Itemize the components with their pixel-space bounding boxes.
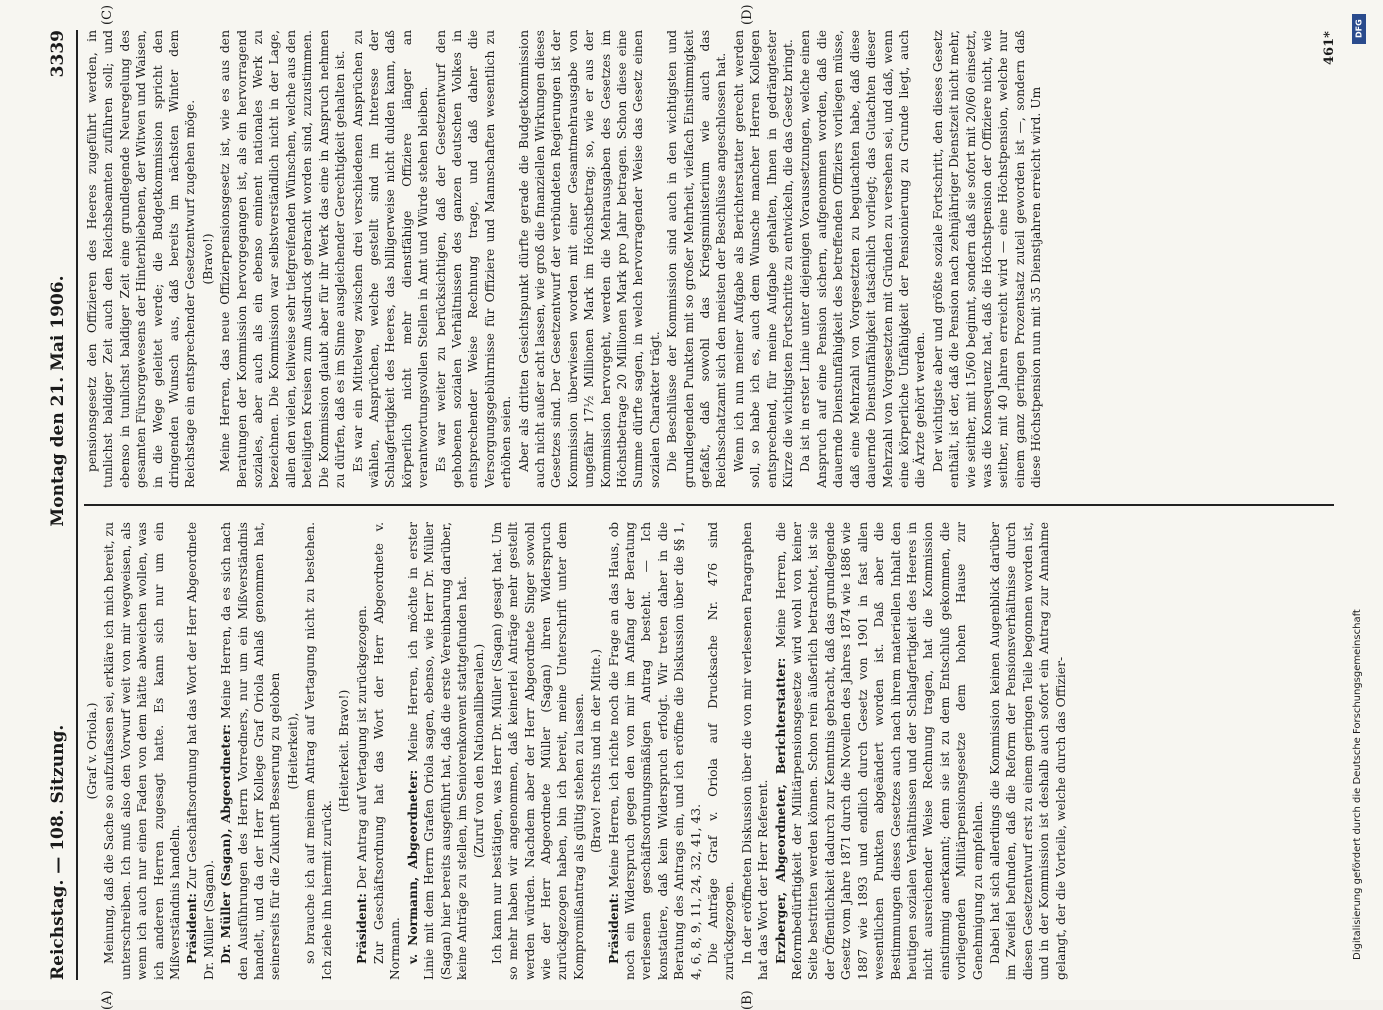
paragraph-text: Meinung, daß die Sache so aufzufassen sei, erkläre ich mich bereit, zu unterschreiben. Ich muß also den Vorwurf weit von mir wegweisen, als wenn ich auch nur einen Faden von dem hätte abweichen wollen, was ich anderen Herren zugesagt hatte. Es kann sich nur um ein Mißverständnis handeln. (102, 522, 183, 980)
paragraph (350, 30, 432, 488)
paragraph-text: Der Antrag auf Vertagung ist zurückgezogen. (354, 605, 369, 889)
paragraph-text: pensionsgesetz den Offizieren des Heeres zugeführt werden, in tunlichst baldiger Zeit auch den Reichsbeamten zuführen soll; und ebenso in tunlichst baldiger Zeit eine grundlegende Neuregelung des gesamten Fürsorgewesens der Hinterbliebenen, der Witwen und Waisen, in die Wege geleitet werde; die Budgetkommission spricht den dringenden Wunsch aus, daß bereits im nächsten Winter dem Reichstage ein entsprechender Gesetzentwurf zugehen möge. (85, 30, 198, 488)
paragraph (101, 522, 183, 980)
paragraph (588, 522, 604, 980)
paragraph-text: (Heiterkeit), (285, 712, 300, 790)
paragraph-text: Meine Herren, die Reformbedürftigkeit der Militärpensionsgesetze wird wohl von keiner Seite bestritten werden können. Schon rein äußerlich betrachtet, ist sie der Öffentlichkeit dadurch zur Kenntnis gebracht, daß das grundlegende Gesetz vom Jahre 1871 durch die Novellen des Jahres 1874 wie 1886 wie 1887 wie 1893 und endlich durch Gesetz von 1901 in fast allen wesentlichen Punkten abgeändert worden ist. Daß aber die Bestimmungen dieses Gesetzes auch nach ihrem materiellen Inhalt den heutigen sozialen Verhältnissen und der Schlagfertigkeit des Heeres in nicht ausreichender Weise Rechnung tragen, hat die Kommission einstimmig anerkannt; denn sie ist zu dem Entschluß gekommen, die vorliegenden Militärpensionsgesetze dem hohen Hause zur Genehmigung zu empfehlen. (773, 522, 985, 980)
paragraph-text: Es war weiter zu berücksichtigen, daß der Gesetzentwurf den gehobenen sozialen Verhältnissen des ganzen deutschen Volkes in entsprechender Weise Rechnung trage, und daß daher die Versorgungsgebührnisse für Offiziere und Mannschaften wesentlich zu erhöhen seien. (433, 30, 514, 488)
paragraph (285, 522, 301, 980)
paragraph (184, 522, 217, 980)
right-column (84, 30, 1334, 488)
paragraph (705, 522, 738, 980)
paragraph-text: Wenn ich nun meiner Aufgabe als Berichterstatter gerecht werden soll, so habe ich es, auch dem Wunsche mancher Herren Kollegen entsprechend, für meine Aufgabe gehalten, Ihnen in gedrängtester Kürze die wichtigsten Fortschritte zu entwickeln, die das Gesetz bringt. (731, 30, 796, 488)
paragraph (489, 522, 587, 980)
paragraph (371, 522, 404, 980)
column-divider (84, 504, 1334, 506)
paragraph-text: Meine Herren, ich richte noch die Frage an das Haus, ob noch ein Widerspruch gegen den von mir im Anfang der Beratung verlesenen geschäftsordnungsmäßigen Antrag besteht. — Ich konstatiere, daß kein Widerspruch erfolgt. Wir treten daher in die Beratung des Antrags ein, und ich eröffne die Diskussion über die §§ 1, 4, 6, 8, 9, 11, 24, 32, 41, 43. (606, 522, 703, 980)
page-wrapper (40, 4, 1340, 1010)
paragraph-text: Meine Herren, da es sich nach den Ausführungen des Herrn Vorredners, nur um ein Mißverständnis handelt, und da der Herr Kollege Graf Oriola Anlaß genommen hat, seinerseits für die Zukunft Besserung zu geloben (219, 522, 283, 980)
paragraph-text: (Bravo! rechts und in der Mitte.) (589, 648, 604, 854)
paragraph (731, 30, 797, 488)
speaker-name: Erzberger, Abgeordneter, Berichterstatter: (772, 647, 788, 964)
header-left: Reichstag. — 108. Sitzung. (48, 724, 68, 980)
dfg-logo: DFG (1352, 14, 1366, 44)
speaker-name: Präsident: (353, 888, 369, 964)
paragraph-text: Zur Geschäftsordnung hat das Wort der Herr Abgeordnete Dr. Müller (Sagan). (185, 522, 216, 980)
paragraph-text: In der eröffneten Diskussion über die von mir verlesenen Paragraphen hat das Wort der Herr Referent. (739, 522, 771, 980)
paragraph (471, 522, 487, 980)
paragraph-text: so brauche ich auf meinem Antrag auf Vertagung nicht zu bestehen. Ich ziehe ihn hiermit zurück. (303, 522, 334, 980)
paragraph-text: Der wichtigste aber und größte soziale Fortschritt, den dieses Gesetz enthält, ist der, daß die Pension nach zehnjähriger Dienstzeit nicht mehr, wie seither, mit 15/60 beginnt, sondern daß sie sofort mit 20/60 einsetzt, was die Konsequenz hat, daß die Höchstpension der Offiziere nicht, wie seither, mit 40 Jahren erreicht wird — eine Höchstpension, welche nur einem ganz geringen Prozentsatz zuteil geworden ist —, sondern daß diese Höchstpension nun mit 35 Dienstjahren erreicht wird. Um (930, 30, 1044, 488)
paragraph (433, 30, 515, 488)
signature-mark: 461* (1322, 31, 1337, 65)
paragraph-text: (Graf v. Oriola.) (85, 702, 99, 800)
paragraph-text: Ich kann nur bestätigen, was Herr Dr. Müller (Sagan) gesagt hat. Um so mehr haben wir angenommen, daß keinerlei Anträge mehr gestellt werden würden. Nachdem aber der Herr Abgeordnete Singer sowohl wie der Herr Abgeordnete Müller (Sagan) ihren Widerspruch zurückgezogen haben, bin ich bereit, meine Unterschrift unter dem Kompromißantrag als gültig stehen zu lassen. (489, 522, 586, 980)
paragraph-text: Die Anträge Graf v. Oriola auf Drucksache Nr. 476 sind zurückgezogen. (706, 522, 737, 980)
left-column (84, 522, 1334, 980)
paragraph (664, 30, 730, 488)
paragraph (930, 30, 1045, 488)
paragraph (217, 30, 348, 488)
paragraph (606, 522, 704, 980)
paragraph (302, 522, 335, 980)
speaker-name: Dr. Müller (Sagan), Abgeordneter: (218, 718, 234, 964)
paragraph (739, 522, 772, 980)
speaker-name: Präsident: (605, 887, 621, 964)
paragraph (354, 522, 370, 980)
paragraph (84, 522, 100, 980)
paragraph (200, 30, 216, 488)
paragraph-text: Meine Herren, das neue Offizierpensionsgesetz ist, wie es aus den Beratungen der Kommission hervorgegangen ist, als ein hervorragend soziales, aber auch als ein ebenso eminent nationales Werk zu bezeichnen. Die Kommission war selbstverständlich nicht in der Lage, allen den vielen, teilweise sehr tiefgreifenden Wünschen, welche aus den beteiligten Kreisen zum Ausdruck gebracht worden sind, zuzustimmen. Die Kommission glaubt aber für ihr Werk das eine in Anspruch nehmen zu dürfen, daß es im Sinne ausgleichender Gerechtigkeit gehalten ist. (218, 30, 348, 488)
paragraph (797, 30, 928, 488)
digitization-note: Digitalisierung gefördert durch die Deutsche Forschungsgemeinschaft (1352, 609, 1363, 960)
paragraph (405, 522, 471, 980)
header-center: Montag den 21. Mai 1906. (48, 275, 68, 527)
paragraph-text: (Zuruf von den Nationalliberalen.) (472, 643, 487, 859)
paragraph (773, 522, 986, 980)
margin-marker-c: (C) (100, 4, 115, 25)
paragraph-text: Meine Herren, ich möchte in erster Linie mit dem Herrn Grafen Oriola sagen, ebenso, wie Herr Dr. Müller (Sagan) hier bereits ausgeführt hat, daß die erste Vereinbarung darüber, keine Anträge zu stellen, im Seniorenkonvent stattgefunden hat. (405, 522, 469, 980)
margin-marker-d: (D) (740, 4, 755, 25)
paragraph (84, 30, 199, 488)
paragraph-text: Da ist in erster Linie unter diejenigen Voraussetzungen, welche einen Anspruch auf eine Pension sichern, aufgenommen worden, daß die dauernde Dienstunfähigkeit des betreffenden Offiziers vorliegen müsse, daß eine Mehrzahl von Vorgesetzten zu begutachten habe, daß diese dauernde Dienstunfähigkeit tatsächlich vorliegt; das Gutachten dieser Mehrzahl von Vorgesetzten mit Gründen zu versehen sei, und daß, wenn eine körperliche Unfähigkeit der Pensionierung zu Grunde liegt, auch die Ärzte gehört werden. (798, 30, 928, 488)
paragraph-text: Dabei hat sich allerdings die Kommission keinen Augenblick darüber im Zweifel befunden, daß die Reform der Pensionsverhältnisse durch diesen Gesetzentwurf erst zu einem geringen Teile begonnen worden ist, und in der Kommission ist deshalb auch sofort ein Antrag zur Annahme gelangt, der die Vorteile, welche durch das Offizier- (987, 522, 1068, 980)
margin-marker-a: (A) (100, 990, 115, 1010)
paragraph-text: Aber als dritten Gesichtspunkt dürfte gerade die Budgetkommission auch nicht außer acht lassen, wie groß die finanziellen Wirkungen dieses Gesetzes sind. Der Gesetzentwurf der verbündeten Regierungen ist der Kommission überwiesen worden mit einer Gesamtmehrausgabe von ungefähr 17½ Millionen Mark im Höchstbetrag; so, wie er aus der Kommission hervorgeht, werden die Mehrausgaben des Gesetzes im Höchstbetrage 20 Millionen Mark pro Jahr betragen. Schon diese eine Summe dürfte sagen, in welch hervorragender Weise das Gesetz einen sozialen Charakter trägt. (516, 30, 662, 488)
paragraph-text: (Heiterkeit. Bravo!) (337, 689, 352, 813)
page-number: 3339 (48, 30, 68, 78)
rotated-page (40, 4, 1340, 1010)
paragraph (218, 522, 284, 980)
margin-marker-b: (B) (740, 990, 755, 1010)
paragraph-text: Die Beschlüsse der Kommission sind auch in den wichtigsten und grundlegenden Punkten mit so großer Mehrheit, vielfach Einstimmigkeit gefaßt, daß sowohl das Kriegsministerium wie auch das Reichsschatzamt sich den meisten der Beschlüsse angeschlossen hat. (665, 30, 729, 488)
speaker-name: Präsident: (184, 888, 200, 964)
speaker-name: v. Normann, Abgeordneter: (404, 761, 420, 964)
paragraph (987, 522, 1069, 980)
paragraph-text: Zur Geschäftsordnung hat das Wort der Herr Abgeordnete v. Normann. (371, 522, 403, 980)
page-header (40, 30, 78, 980)
paragraph (516, 30, 664, 488)
paragraph (336, 522, 352, 980)
paragraph-text: (Bravo!) (200, 233, 215, 285)
paragraph-text: Es war ein Mittelweg zwischen drei verschiedenen Ansprüchen zu wählen, Ansprüchen, welche gestellt sind im Interesse der Schlagfertigkeit des Heeres, das billigerweise nicht dulden kann, daß körperlich nicht mehr dienstfähige Offiziere länger an verantwortungsvollen Stellen in Amt und Würde stehen bleiben. (350, 30, 431, 488)
